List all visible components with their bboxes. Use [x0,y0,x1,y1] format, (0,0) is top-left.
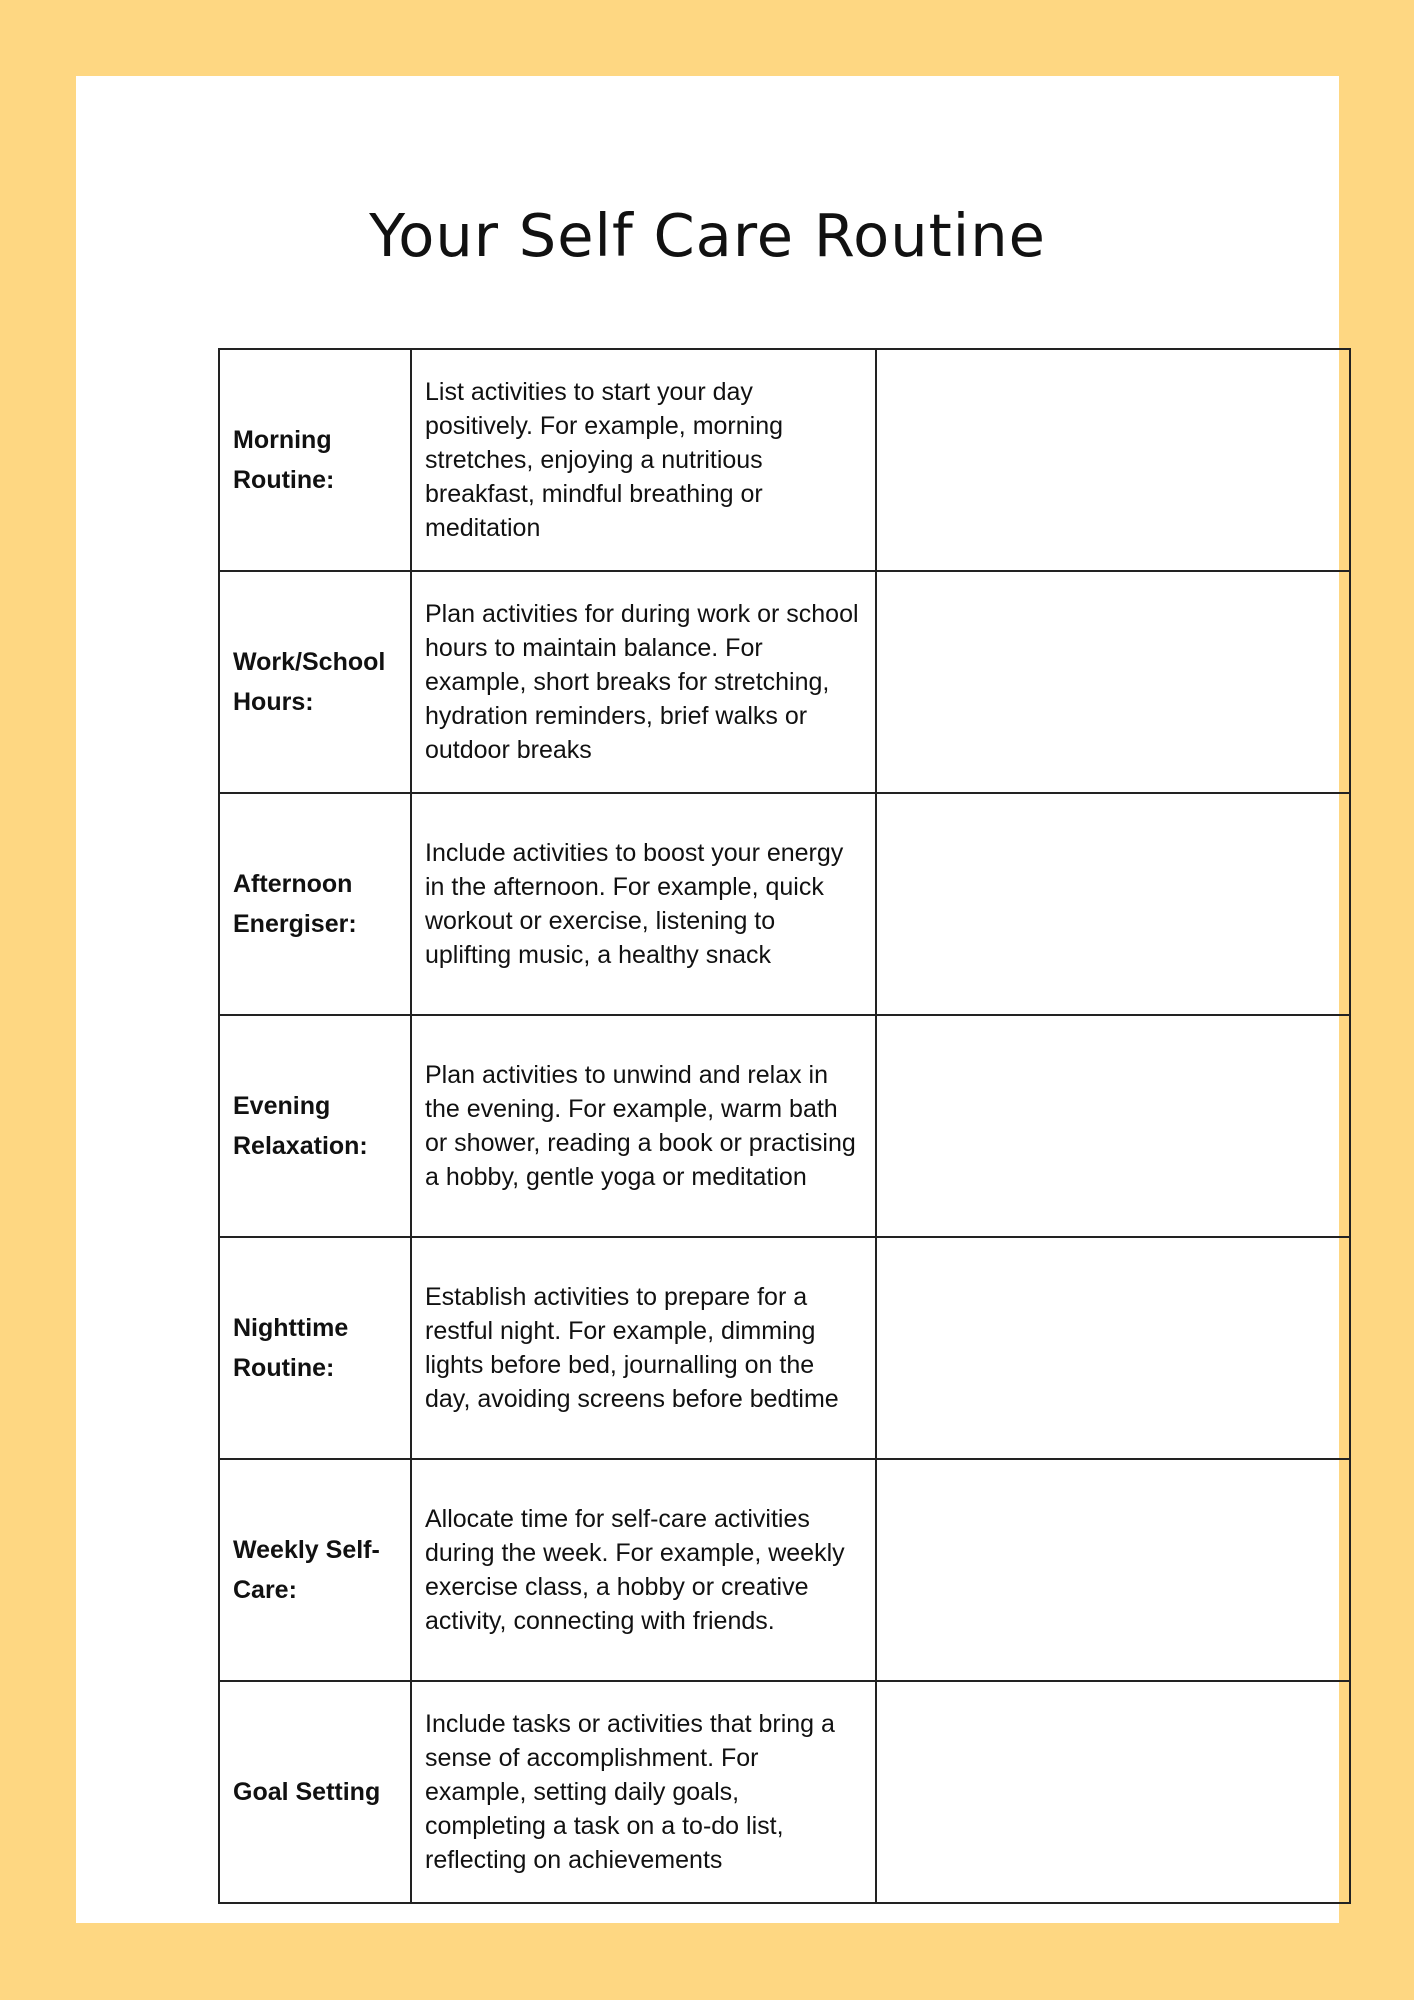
row-description: List activities to start your day positively. For example, morning stretches, enjoying a nutritious breakfast, mindful breathing or meditation [411,349,876,571]
entry-cell[interactable] [876,793,1350,1015]
row-label: Nighttime Routine: [219,1237,411,1459]
row-label: Goal Setting [219,1681,411,1903]
table-row [219,1459,1350,1681]
row-label: Work/School Hours: [219,571,411,793]
row-description: Include activities to boost your energy in the afternoon. For example, quick workout or exercise, listening to uplifting music, a healthy snack [411,793,876,1015]
entry-cell[interactable] [876,1681,1350,1903]
worksheet-page [76,76,1339,1923]
row-label: Afternoon Energiser: [219,793,411,1015]
table-row [219,1681,1350,1903]
row-description: Include tasks or activities that bring a sense of accomplishment. For example, setting daily goals, completing a task on a to-do list, reflecting on achievements [411,1681,876,1903]
row-label: Evening Relaxation: [219,1015,411,1237]
entry-cell[interactable] [876,1015,1350,1237]
row-description: Allocate time for self-care activities during the week. For example, weekly exercise class, a hobby or creative activity, connecting with friends. [411,1459,876,1681]
table-row [219,1237,1350,1459]
row-label: Morning Routine: [219,349,411,571]
table-row [219,1015,1350,1237]
page-title: Your Self Care Routine [369,201,1046,270]
row-description: Plan activities for during work or school hours to maintain balance. For example, short breaks for stretching, hydration reminders, brief walks or outdoor breaks [411,571,876,793]
entry-cell[interactable] [876,571,1350,793]
entry-cell[interactable] [876,1237,1350,1459]
row-description: Establish activities to prepare for a restful night. For example, dimming lights before bed, journalling on the day, avoiding screens before bedtime [411,1237,876,1459]
table-row [219,349,1350,571]
table-row [219,571,1350,793]
routine-table [218,348,1351,1904]
entry-cell[interactable] [876,1459,1350,1681]
row-description: Plan activities to unwind and relax in the evening. For example, warm bath or shower, reading a book or practising a hobby, gentle yoga or meditation [411,1015,876,1237]
table-row [219,793,1350,1015]
entry-cell[interactable] [876,349,1350,571]
row-label: Weekly Self-Care: [219,1459,411,1681]
